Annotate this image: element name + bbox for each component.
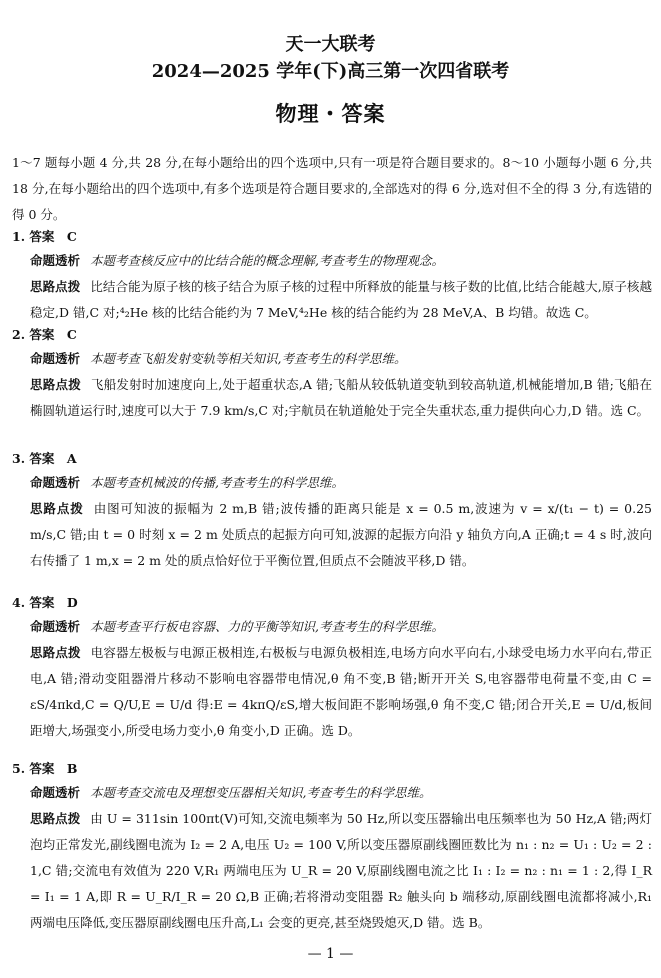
intent-row [30, 248, 652, 274]
exam-org-title: 天一大联考 [285, 34, 376, 55]
intent-row [30, 346, 652, 372]
exam-session-title: 2024—2025 学年(下)高三第一次四省联考 [151, 61, 510, 82]
intent-label: 命题透析 [30, 619, 81, 634]
intent-label: 命题透析 [30, 351, 81, 366]
tips-row [30, 496, 652, 574]
intent-text: 本题考查飞船发射变轨等相关知识,考查考生的科学思维。 [90, 351, 407, 366]
tips-label: 思路点拨 [30, 501, 84, 516]
question-title: 3. 答案 A [12, 451, 77, 466]
intent-row [30, 614, 652, 640]
question-title: 5. 答案 B [12, 761, 78, 776]
scoring-intro: 1～7 题每小题 4 分,共 28 分,在每小题给出的四个选项中,只有一项是符合题目要求的。8～10 小题每小题 6 分,共 18 分,在每小题给出的四个选项中,有多个选项是符合题目要求的,全部选对的得 6 分,选对但不全的得 3 分,有选错的得 0 分。 [12, 155, 652, 222]
tips-label: 思路点拨 [30, 811, 81, 826]
tips-text: 飞船发射时加速度向上,处于超重状态,A 错;飞船从较低轨道变轨到较高轨道,机械能增加,B 错;飞船在椭圆轨道运行时,速度可以大于 7.9 km/s,C 对;宇航员在轨道舱处于完全失重状态,重力提供向心力,D 错。选 C。 [30, 377, 652, 418]
question-3 [12, 448, 652, 574]
tips-row [30, 640, 652, 744]
subject-title: 物理・答案 [275, 101, 386, 126]
tips-row [30, 372, 652, 424]
tips-text: 电容器左极板与电源正极相连,右极板与电源负极相连,电场方向水平向右,小球受电场力水平向右,带正电,A 错;滑动变阻器滑片移动不影响电容器带电情况,θ 角不变,B 错;断开开关 S,电容器带电荷量不变,由 C = εS/4πkd,C = Q/U,E = U/d 得:E = 4kπQ/εS,增大板间距不影响场强,θ 角不变,C 错;闭合开关,E = U/d,板间距增大,场强变小,所受电场力变小,θ 角变小,D 正确。选 D。 [30, 645, 652, 738]
tips-label: 思路点拨 [30, 377, 81, 392]
intent-row [30, 780, 652, 806]
intent-text: 本题考查平行板电容器、力的平衡等知识,考查考生的科学思维。 [90, 619, 444, 634]
tips-text: 由 U = 311sin 100πt(V)可知,交流电频率为 50 Hz,所以变压器输出电压频率也为 50 Hz,A 错;两灯泡均正常发光,副线圈电流为 I₂ = 2 A,电压 U₂ = 100 V,所以变压器原副线圈匝数比为 n₁ : n₂ = U₁ : U₂ = 2 : 1,C 错;交流电有效值为 220 V,R₁ 两端电压为 U_R = 20 V,原副线圈电流之比 I₁ : I₂ = n₂ : n₁ = 1 : 2,得 I_R = I₁ = 1 A,即 R = U_R/I_R = 20 Ω,B 正确;若将滑动变阻器 R₂ 触头向 b 端移动,原副线圈电流都将减小,R₁ 两端电压降低,变压器原副线圈电压升高,L₁ 会变的更亮,甚至烧毁熄灭,D 错。选 B。 [30, 811, 652, 930]
tips-row [30, 274, 652, 326]
tips-label: 思路点拨 [30, 279, 81, 294]
intent-text: 本题考查核反应中的比结合能的概念理解,考查考生的物理观念。 [90, 253, 444, 268]
question-1 [12, 226, 652, 326]
intent-label: 命题透析 [30, 785, 81, 800]
page-number: — 1 — [307, 946, 354, 962]
question-title: 4. 答案 D [12, 595, 78, 610]
tips-row [30, 806, 652, 936]
question-5 [12, 758, 652, 936]
intent-text: 本题考查交流电及理想变压器相关知识,考查考生的科学思维。 [90, 785, 432, 800]
tips-text: 比结合能为原子核的核子结合为原子核的过程中所释放的能量与核子数的比值,比结合能越大,原子核越稳定,D 错,C 对;⁴₂He 核的比结合能约为 7 MeV,⁴₂He 核的结合能约为 28 MeV,A、B 均错。故选 C。 [30, 279, 652, 320]
question-title: 2. 答案 C [12, 327, 77, 342]
intent-text: 本题考查机械波的传播,考查考生的科学思维。 [90, 475, 344, 490]
intent-row [30, 470, 652, 496]
intent-label: 命题透析 [30, 475, 81, 490]
intent-label: 命题透析 [30, 253, 81, 268]
question-title: 1. 答案 C [12, 229, 77, 244]
tips-label: 思路点拨 [30, 645, 81, 660]
question-2 [12, 324, 652, 424]
tips-text: 由图可知波的振幅为 2 m,B 错;波传播的距离只能是 x = 0.5 m,波速为 v = x/(t₁ − t) = 0.25 m/s,C 错;由 t = 0 时刻 x = 2 m 处质点的起振方向可知,波源的起振方向沿 y 轴负方向,A 正确;t = 4 s 时,波向右传播了 1 m,x = 2 m 处的质点恰好位于平衡位置,但质点不会随波平移,D 错。 [30, 501, 652, 568]
question-4 [12, 592, 652, 744]
